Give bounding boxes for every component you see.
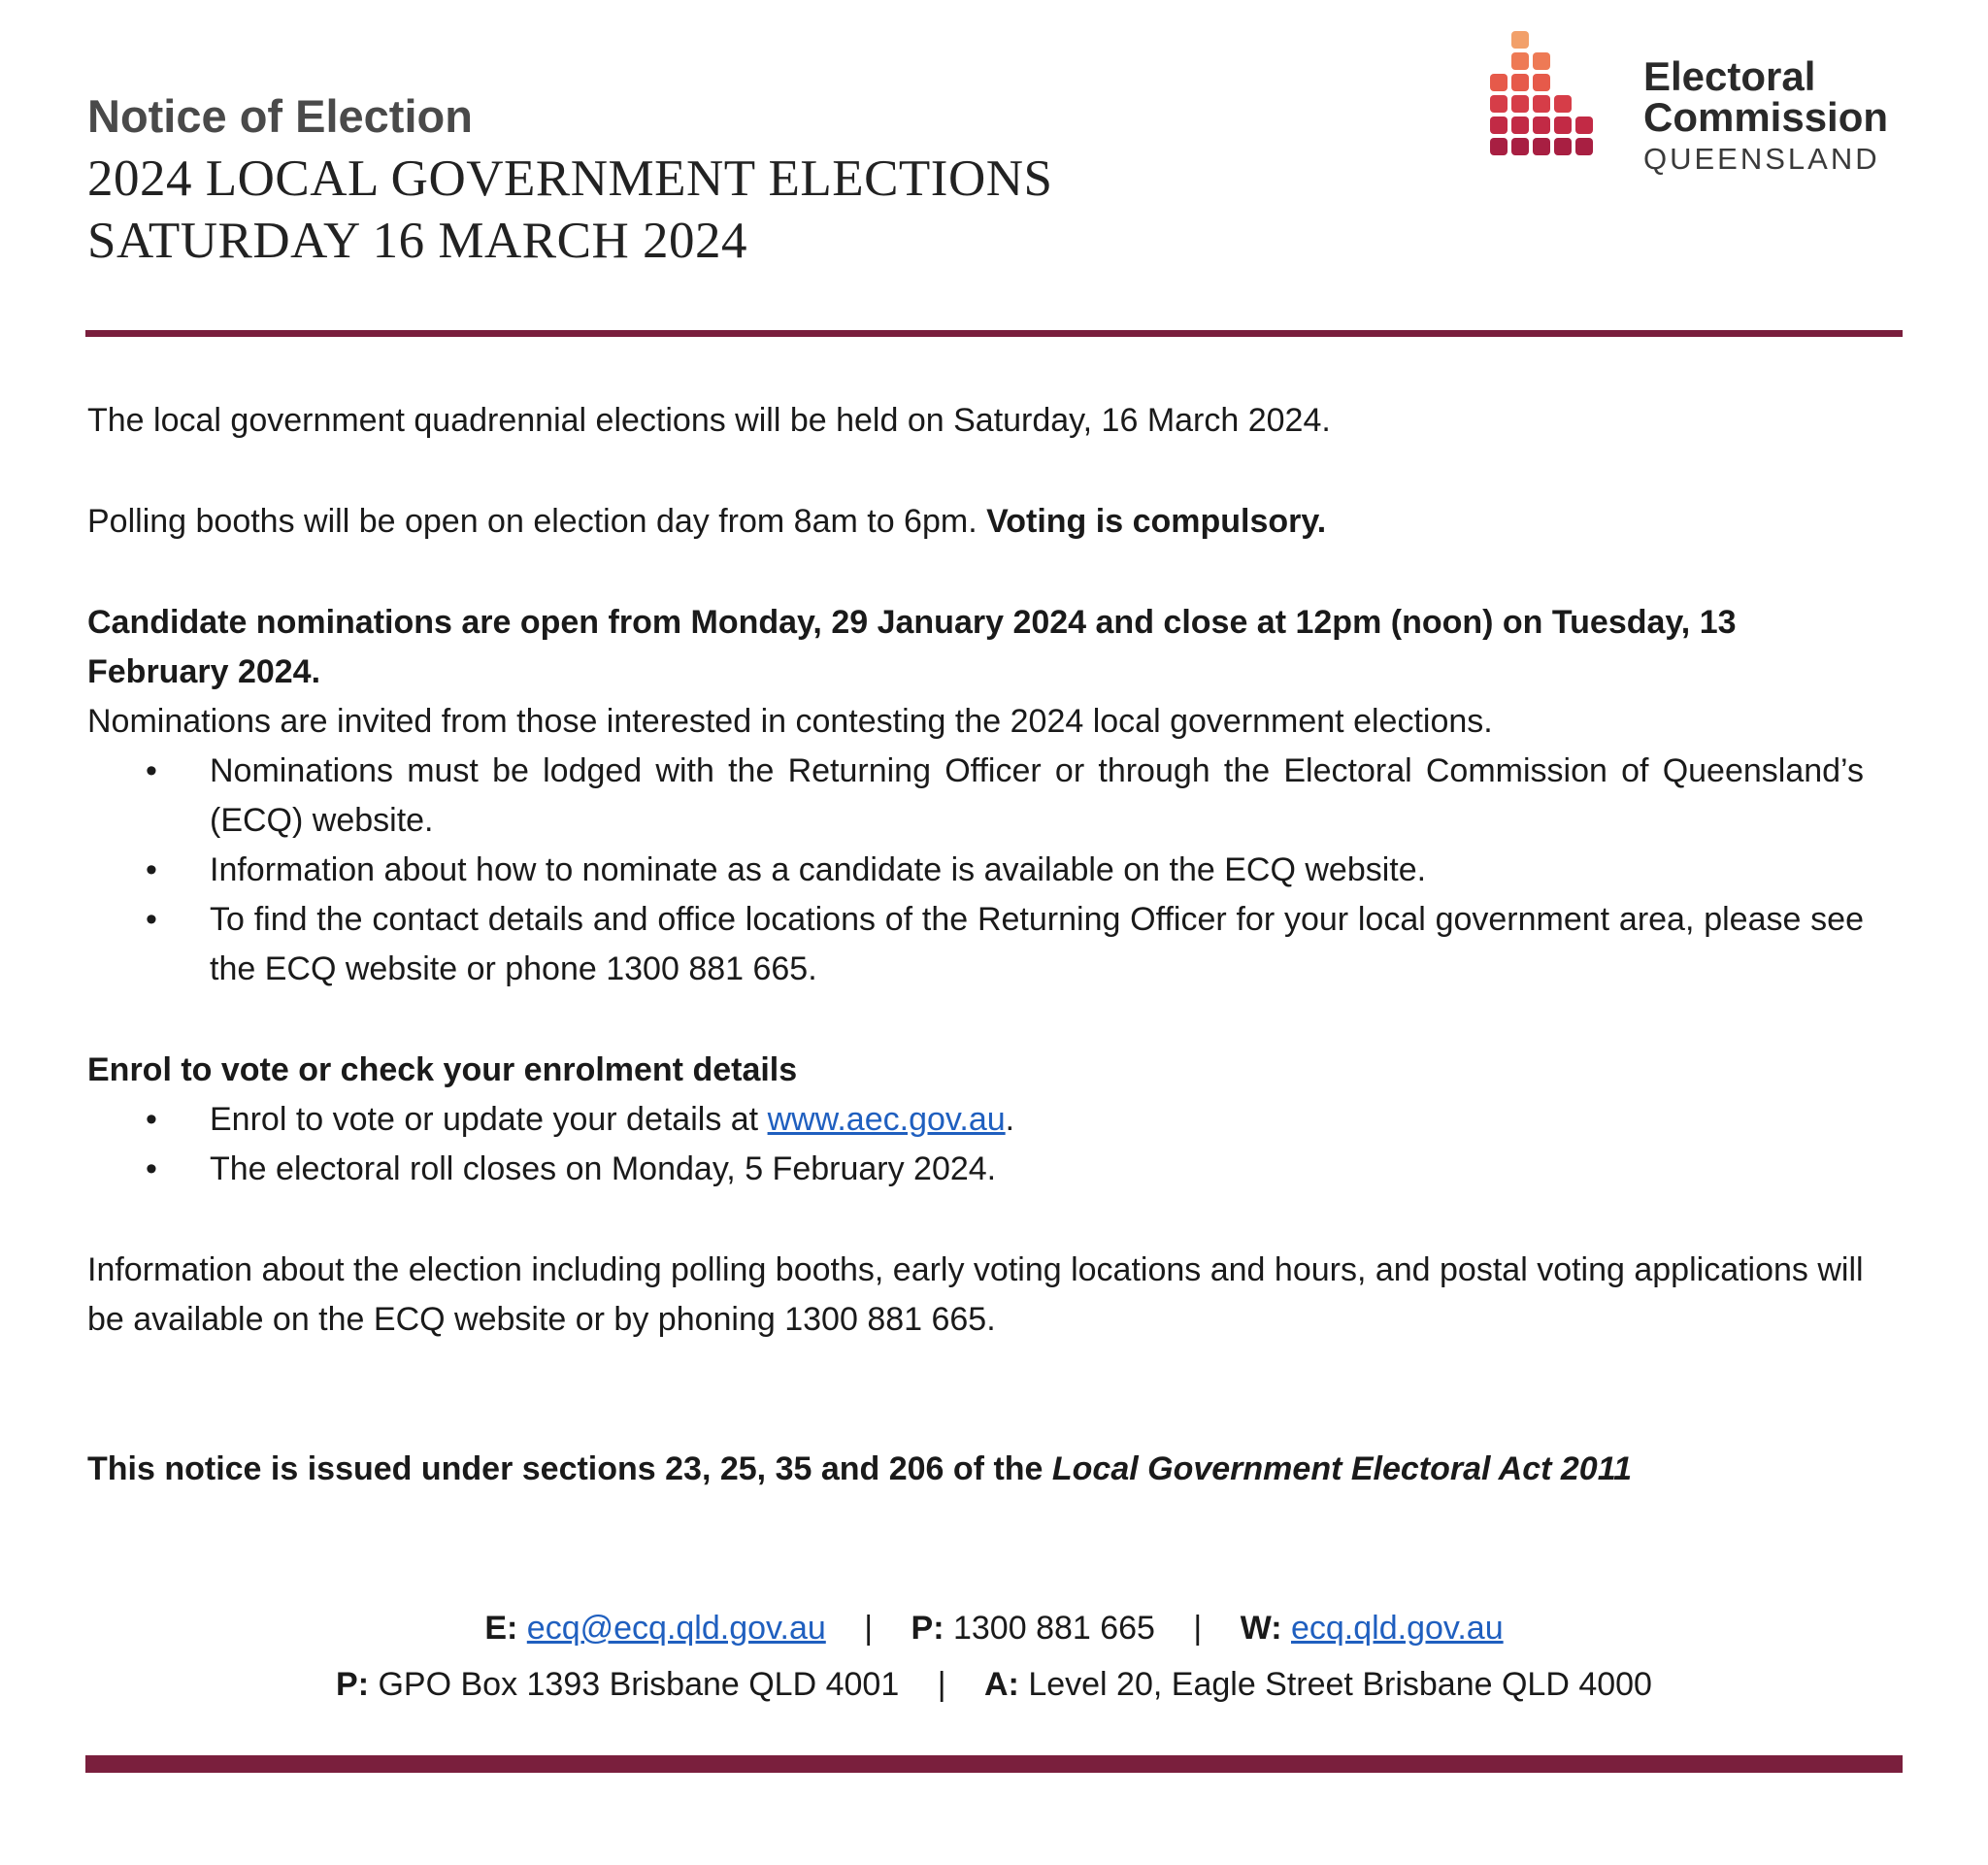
logo-cell — [1533, 52, 1550, 70]
legal-notice — [87, 1445, 1864, 1494]
separator: | — [937, 1666, 946, 1703]
separator: | — [864, 1610, 874, 1647]
election-date-paragraph: The local government quadrennial elections will be held on Saturday, 16 March 2024. — [87, 402, 1331, 439]
email-link[interactable]: ecq@ecq.qld.gov.au — [526, 1610, 826, 1647]
logo-cell — [1575, 117, 1593, 134]
logo-cell — [1511, 74, 1529, 91]
nominations-intro: Nominations are invited from those interested in contesting the 2024 local government elections. — [87, 703, 1493, 740]
nominations-heading: Candidate nominations are open from Monday, 29 January 2024 and close at 12pm (noon) on Tuesday, 13 February 2024. — [87, 604, 1737, 690]
logo-cell — [1490, 117, 1508, 134]
act-name: Local Government Electoral Act 2011 — [1051, 1450, 1632, 1487]
logo-cell — [1554, 138, 1572, 155]
logo-cell — [1533, 74, 1550, 91]
list-item: • Nominations must be lodged with the Returning Officer or through the Electoral Commission of Queensland’s (ECQ) website. — [87, 747, 1864, 846]
contact-line-2 — [0, 1666, 1988, 1704]
phone-number: 1300 881 665 — [952, 1610, 1155, 1647]
postal-address: GPO Box 1393 Brisbane QLD 4001 — [378, 1666, 900, 1703]
logo-cell — [1490, 74, 1508, 91]
compulsory-voting-text: Voting is compulsory. — [986, 503, 1327, 540]
election-date: SATURDAY 16 MARCH 2024 — [87, 213, 747, 269]
logo-cell — [1575, 138, 1593, 155]
phone-label: P: — [911, 1610, 944, 1647]
enrol-heading: Enrol to vote or check your enrolment details — [87, 1051, 798, 1088]
logo-cell — [1511, 31, 1529, 49]
postal-label: P: — [336, 1666, 370, 1703]
logo-cell — [1533, 95, 1550, 113]
logo-cell — [1554, 117, 1572, 134]
contact-line-1 — [0, 1610, 1988, 1648]
logo-cell — [1533, 138, 1550, 155]
election-title: 2024 LOCAL GOVERNMENT ELECTIONS — [87, 150, 1053, 207]
polling-hours-text: Polling booths will be open on election day from 8am to 6pm. — [87, 503, 987, 540]
notice-label: Notice of Election — [87, 90, 473, 142]
logo-cell — [1511, 138, 1529, 155]
logo-line-queensland: QUEENSLAND — [1643, 142, 1880, 176]
logo-cell — [1490, 95, 1508, 113]
ecq-logo-text — [1643, 53, 1889, 179]
legal-notice-prefix: This notice is issued under sections 23, 25, 35 and 206 of the — [87, 1450, 1052, 1487]
aec-website-link[interactable]: www.aec.gov.au — [767, 1101, 1006, 1138]
ecq-logo — [1490, 21, 1917, 177]
logo-cell — [1554, 95, 1572, 113]
email-label: E: — [484, 1610, 518, 1647]
notice-header — [87, 85, 1052, 272]
ecq-logo-mark-icon — [1490, 21, 1616, 177]
list-item — [87, 1095, 1864, 1145]
election-info-paragraph: Information about the election including polling booths, early voting locations and hours, and postal voting applications will be available on the ECQ website or by phoning 1300 881 665. — [87, 1251, 1864, 1338]
address-label: A: — [983, 1666, 1019, 1703]
logo-line-electoral: Electoral — [1643, 53, 1816, 99]
notice-body — [87, 396, 1864, 1546]
nominations-list — [87, 747, 1864, 994]
polling-paragraph — [87, 497, 1864, 547]
list-item: • To find the contact details and office locations of the Returning Officer for your local government area, please see the ECQ website or phone 1300 881 665. — [87, 895, 1864, 994]
logo-cell — [1490, 138, 1508, 155]
web-label: W: — [1240, 1610, 1282, 1647]
list-item: • Information about how to nominate as a candidate is available on the ECQ website. — [87, 846, 1864, 895]
enrol-bullet-suffix: . — [1005, 1101, 1015, 1138]
logo-line-commission: Commission — [1643, 94, 1889, 140]
top-divider — [85, 330, 1903, 337]
logo-cell — [1511, 95, 1529, 113]
logo-cell — [1533, 117, 1550, 134]
list-item: • The electoral roll closes on Monday, 5 February 2024. — [87, 1145, 1864, 1194]
enrol-list — [87, 1095, 1864, 1194]
bottom-divider — [85, 1755, 1903, 1773]
logo-cell — [1511, 117, 1529, 134]
street-address: Level 20, Eagle Street Brisbane QLD 4000 — [1028, 1666, 1652, 1703]
website-link[interactable]: ecq.qld.gov.au — [1290, 1610, 1504, 1647]
enrol-bullet-prefix: Enrol to vote or update your details at — [210, 1101, 768, 1138]
logo-cell — [1511, 52, 1529, 70]
separator: | — [1193, 1610, 1203, 1647]
